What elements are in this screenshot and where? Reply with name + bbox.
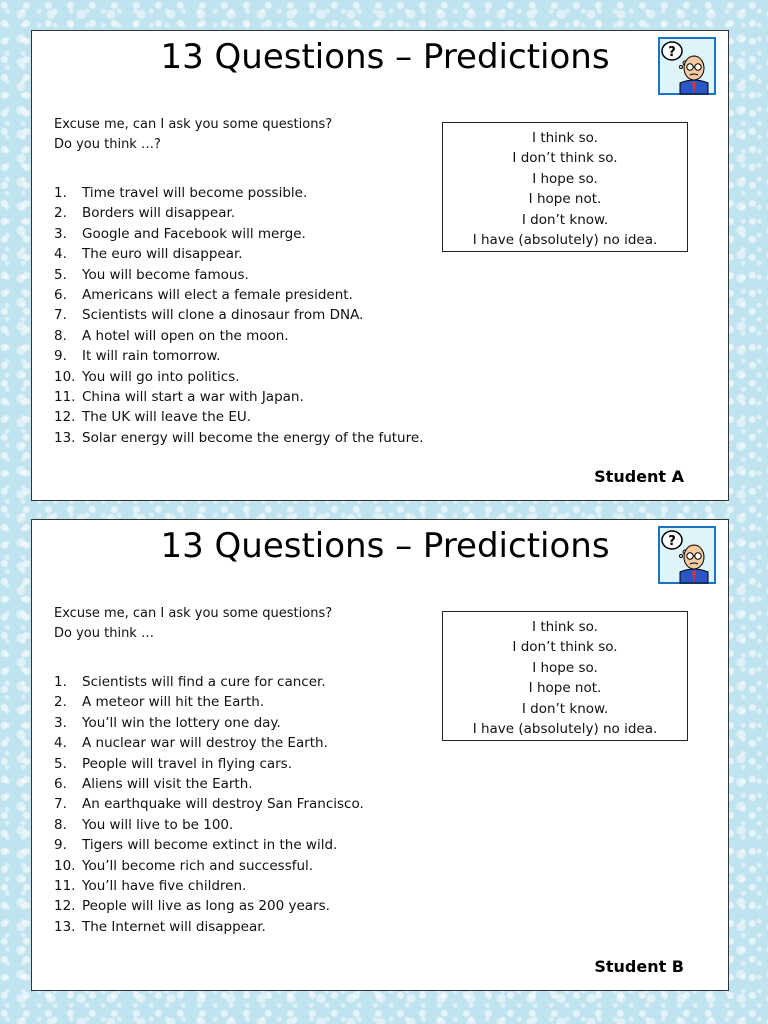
question-number: 8. (54, 816, 67, 833)
question-text: Aliens will visit the Earth. (82, 776, 253, 793)
question-text: You’ll have five children. (82, 878, 247, 895)
intro-text (54, 604, 332, 644)
list-item (54, 876, 364, 896)
question-text: A meteor will hit the Earth. (82, 694, 265, 711)
question-text: Time travel will become possible. (82, 185, 308, 201)
card-title: 13 Questions – Predictions (160, 526, 610, 566)
question-text: Americans will elect a female president. (82, 287, 353, 304)
question-text: An earthquake will destroy San Francisco. (82, 796, 364, 813)
question-number: 13. (54, 918, 76, 935)
question-text: It will rain tomorrow. (82, 348, 221, 365)
question-number: 6. (54, 287, 67, 304)
list-item (54, 754, 364, 774)
question-text: The euro will disappear. (82, 246, 243, 263)
list-item (54, 692, 364, 712)
question-number: 9. (54, 348, 67, 365)
list-item (54, 203, 423, 223)
question-number: 5. (54, 755, 67, 772)
question-text: You will become famous. (82, 266, 249, 283)
question-number: 11. (54, 389, 76, 406)
question-text: The Internet will disappear. (82, 918, 266, 935)
question-number: 12. (54, 898, 76, 915)
question-number: 2. (54, 205, 67, 222)
question-text: You’ll win the lottery one day. (82, 714, 281, 731)
worksheet-card-student-b (31, 519, 729, 991)
question-text: People will travel in flying cars. (82, 755, 293, 772)
question-text: Google and Facebook will merge. (82, 225, 306, 242)
thinking-man-question-icon (658, 526, 716, 584)
answer-option: I hope not. (528, 191, 602, 208)
question-number: 4. (54, 246, 67, 263)
question-number: 7. (54, 796, 67, 813)
question-text: People will live as long as 200 years. (82, 898, 330, 915)
question-number: 1. (54, 674, 67, 690)
question-number: 6. (54, 776, 67, 793)
question-text: You’ll become rich and successful. (82, 857, 314, 874)
list-item (54, 285, 423, 305)
list-item (54, 305, 423, 325)
question-text: You will live to be 100. (82, 816, 234, 833)
card-title: 13 Questions – Predictions (160, 37, 610, 77)
list-item (54, 183, 423, 203)
answer-options-box (442, 611, 688, 741)
answer-option: I think so. (532, 130, 598, 146)
question-text: A nuclear war will destroy the Earth. (82, 735, 328, 752)
question-number: 3. (54, 225, 67, 242)
list-item (54, 367, 423, 387)
worksheet-card-student-a (31, 30, 729, 501)
list-item (54, 794, 364, 814)
list-item (54, 815, 364, 835)
question-number: 9. (54, 837, 67, 854)
question-number: 2. (54, 694, 67, 711)
question-number: 8. (54, 327, 67, 344)
list-item (54, 244, 423, 264)
answer-option: I have (absolutely) no idea. (472, 721, 658, 738)
answer-option: I don’t know. (521, 700, 609, 717)
question-text: Solar energy will become the energy of the future. (82, 429, 424, 446)
list-item (54, 326, 423, 346)
answer-option: I don’t know. (521, 211, 609, 228)
question-number: 7. (54, 307, 67, 324)
list-item (54, 733, 364, 753)
svg-text:?: ? (668, 534, 676, 549)
intro-line: Excuse me, can I ask you some questions? (54, 606, 333, 621)
student-label: Student B (594, 957, 684, 976)
answer-option: I don’t think so. (512, 150, 618, 167)
list-item (54, 896, 364, 916)
question-number: 11. (54, 878, 76, 895)
answer-option: I hope so. (532, 170, 598, 187)
question-text: Scientists will find a cure for cancer. (82, 674, 326, 690)
list-item (54, 856, 364, 876)
list-item (54, 224, 423, 244)
question-text: Scientists will clone a dinosaur from DNA. (82, 307, 364, 324)
student-label: Student A (594, 467, 684, 486)
answer-option: I hope not. (528, 680, 602, 697)
question-number: 13. (54, 429, 76, 446)
list-item (54, 835, 364, 855)
question-text: Borders will disappear. (82, 205, 236, 222)
list-item (54, 917, 364, 937)
list-item (54, 407, 423, 427)
intro-line: Do you think … (54, 626, 154, 641)
question-text: The UK will leave the EU. (82, 409, 252, 426)
list-item (54, 387, 423, 407)
question-number: 10. (54, 857, 76, 874)
question-text: China will start a war with Japan. (82, 389, 304, 406)
question-number: 5. (54, 266, 67, 283)
answer-option: I think so. (532, 619, 598, 635)
intro-text (54, 115, 332, 155)
answer-option: I hope so. (532, 659, 598, 676)
list-item (54, 346, 423, 366)
list-item (54, 265, 423, 285)
svg-text:?: ? (668, 45, 676, 60)
question-number: 3. (54, 714, 67, 731)
question-text: You will go into politics. (82, 368, 240, 385)
answer-option: I have (absolutely) no idea. (472, 232, 658, 249)
intro-line: Excuse me, can I ask you some questions? (54, 117, 333, 132)
list-item (54, 774, 364, 794)
question-number: 12. (54, 409, 76, 426)
question-text: Tigers will become extinct in the wild. (82, 837, 338, 854)
question-number: 4. (54, 735, 67, 752)
question-number: 10. (54, 368, 76, 385)
list-item (54, 713, 364, 733)
question-text: A hotel will open on the moon. (82, 327, 289, 344)
question-number: 1. (54, 185, 67, 201)
list-item (54, 428, 423, 448)
thinking-man-question-icon (658, 37, 716, 95)
question-list (54, 183, 423, 448)
intro-line: Do you think …? (54, 137, 161, 152)
answer-option: I don’t think so. (512, 639, 618, 656)
answer-options-box (442, 122, 688, 252)
list-item (54, 672, 364, 692)
question-list (54, 672, 364, 937)
